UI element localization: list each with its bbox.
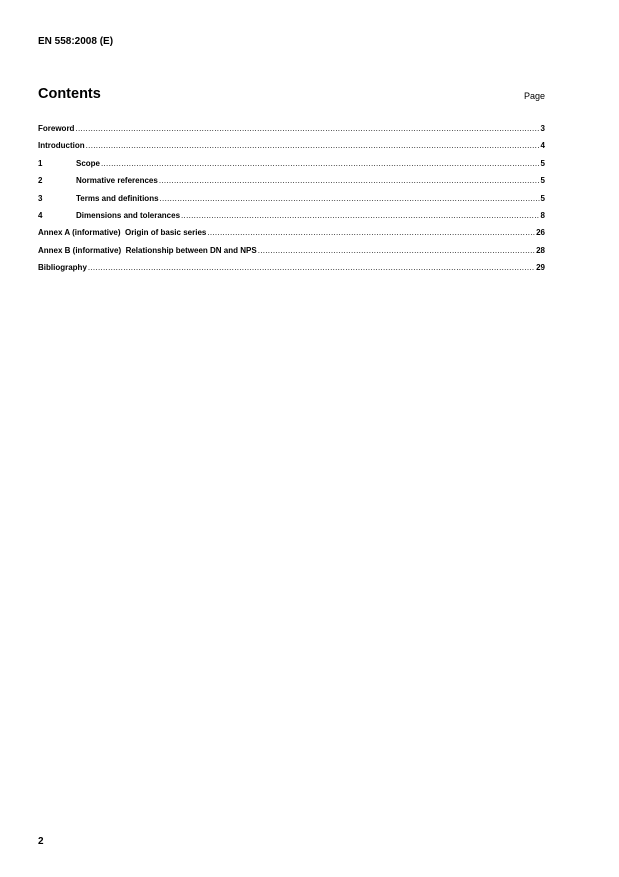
footer-page-number: 2 (38, 836, 44, 847)
toc-dot-leader (160, 194, 540, 203)
toc-entry-foreword[interactable] (38, 124, 545, 141)
toc-entry-page: 5 (540, 176, 545, 186)
toc-entry-label: Terms and definitions (76, 193, 159, 203)
toc-entry-page: 29 (536, 263, 545, 273)
toc-entry-dimensions-and-tolerances[interactable] (38, 211, 545, 228)
toc-entry-normative-references[interactable] (38, 176, 545, 193)
toc-dot-leader (88, 263, 535, 272)
toc-dot-leader (207, 228, 535, 237)
toc-entry-page: 8 (540, 210, 545, 220)
toc-entry-annex-a[interactable] (38, 228, 545, 245)
toc-entry-page: 26 (536, 228, 545, 238)
toc-dot-leader (258, 246, 535, 255)
toc-dot-leader (75, 124, 539, 133)
toc-entry-label: Normative references (76, 176, 158, 186)
page-column-label: Page (523, 91, 545, 101)
toc-entry-scope[interactable] (38, 159, 545, 176)
toc-dot-leader (101, 159, 540, 168)
toc-entry-page: 3 (540, 124, 545, 133)
toc-entry-label: Bibliography (38, 263, 87, 273)
toc-entry-page: 4 (540, 141, 545, 151)
toc-entry-number: 2 (38, 176, 43, 186)
toc-entry-number: 1 (38, 158, 43, 168)
toc-dot-leader (181, 211, 540, 220)
toc-entry-page: 5 (540, 193, 545, 203)
contents-title: Contents (38, 86, 101, 102)
toc-entry-page: 28 (536, 245, 545, 255)
toc-entry-introduction[interactable] (38, 141, 545, 158)
toc-entry-label: Dimensions and tolerances (76, 210, 181, 220)
toc-entry-terms-and-definitions[interactable] (38, 194, 545, 211)
toc-entry-number: 4 (38, 210, 43, 220)
toc-entry-bibliography[interactable] (38, 263, 545, 280)
toc-entry-label: Introduction (38, 141, 85, 151)
toc-entry-number: 3 (38, 193, 43, 203)
table-of-contents (38, 124, 545, 281)
toc-entry-label: Annex B (informative) Relationship between DN and NPS (38, 245, 257, 255)
toc-entry-annex-b[interactable] (38, 246, 545, 263)
toc-entry-page: 5 (540, 158, 545, 168)
toc-entry-label: Foreword (38, 124, 75, 133)
toc-dot-leader (86, 141, 540, 150)
toc-entry-label: Scope (76, 158, 101, 168)
document-header: EN 558:2008 (E) (38, 36, 114, 47)
toc-entry-label: Annex A (informative) Origin of basic series (38, 228, 207, 238)
toc-dot-leader (159, 176, 540, 185)
